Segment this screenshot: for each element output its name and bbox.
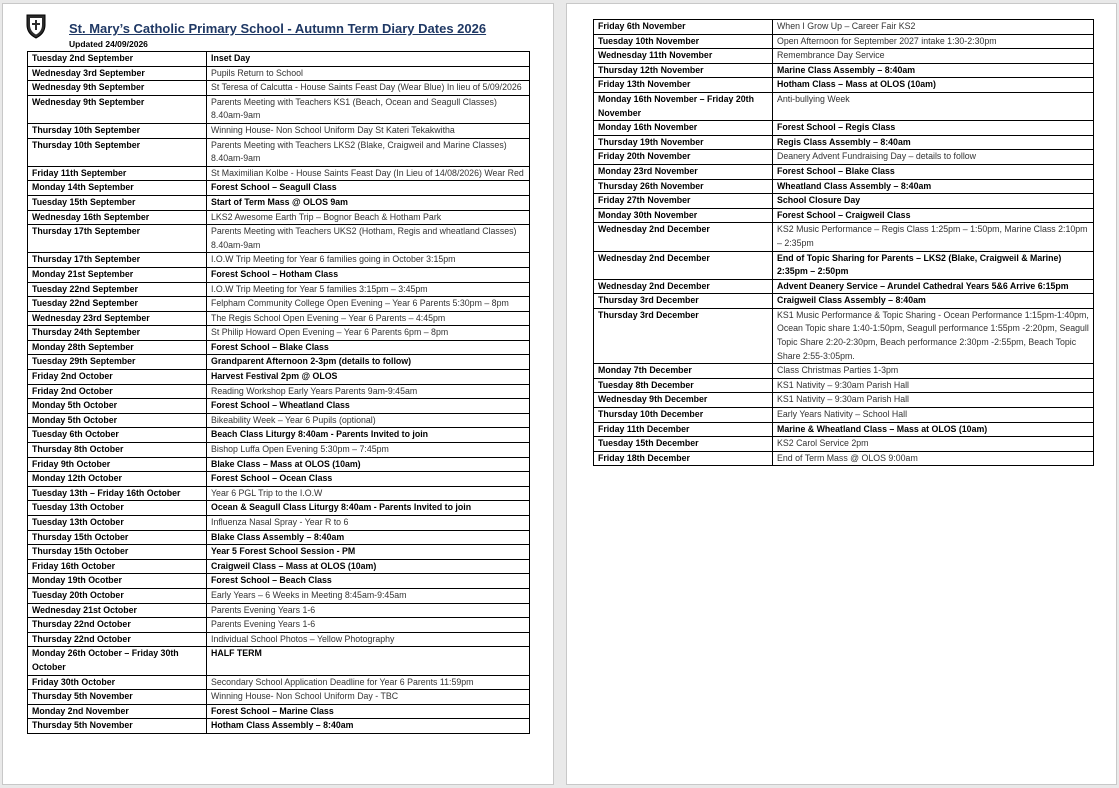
diary-row [594,279,1094,294]
diary-row [28,428,530,443]
diary-row [28,311,530,326]
diary-row [28,52,530,67]
diary-date: Tuesday 13th – Friday 16th October [28,486,207,501]
diary-row [28,210,530,225]
diary-row [28,704,530,719]
diary-event: Deanery Advent Fundraising Day – details to follow [773,150,1094,165]
diary-row [594,135,1094,150]
diary-date: Tuesday 15th September [28,195,207,210]
diary-row [28,267,530,282]
diary-event: Parents Meeting with Teachers UKS2 (Hotham, Regis and wheatland Classes) 8.40am-9am [207,225,530,253]
diary-event: Forest School – Blake Class [773,164,1094,179]
diary-date: Wednesday 9th September [28,95,207,123]
diary-date: Tuesday 10th November [594,34,773,49]
diary-date: Tuesday 22nd September [28,282,207,297]
diary-row [594,150,1094,165]
diary-date: Thursday 10th December [594,408,773,423]
diary-date: Thursday 10th September [28,123,207,138]
diary-row [28,443,530,458]
diary-row [28,355,530,370]
diary-date: Thursday 22nd October [28,618,207,633]
diary-date: Wednesday 2nd December [594,223,773,251]
diary-event: Open Afternoon for September 2027 intake 1:30-2:30pm [773,34,1094,49]
diary-date: Thursday 12th November [594,63,773,78]
diary-date: Wednesday 9th December [594,393,773,408]
diary-row [28,95,530,123]
diary-row [594,164,1094,179]
diary-event: Early Years Nativity – School Hall [773,408,1094,423]
diary-row [28,472,530,487]
diary-date: Monday 12th October [28,472,207,487]
diary-row [28,81,530,96]
updated-date: Updated 24/09/2026 [69,39,148,49]
diary-event: LKS2 Awesome Earth Trip – Bognor Beach & Hotham Park [207,210,530,225]
diary-date: Wednesday 23rd September [28,311,207,326]
diary-date: Tuesday 13th October [28,516,207,531]
diary-date: Wednesday 3rd September [28,66,207,81]
diary-event: Marine & Wheatland Class – Mass at OLOS (10am) [773,422,1094,437]
diary-row [594,437,1094,452]
diary-event: Early Years – 6 Weeks in Meeting 8:45am-9:45am [207,588,530,603]
diary-event: Beach Class Liturgy 8:40am - Parents Invited to join [207,428,530,443]
diary-row [28,66,530,81]
diary-event: End of Term Mass @ OLOS 9:00am [773,451,1094,466]
diary-row [594,378,1094,393]
diary-date: Monday 23rd November [594,164,773,179]
diary-row [28,340,530,355]
diary-row [28,501,530,516]
diary-event: Felpham Community College Open Evening – Year 6 Parents 5:30pm – 8pm [207,297,530,312]
diary-date: Friday 30th October [28,675,207,690]
diary-event: KS1 Nativity – 9:30am Parish Hall [773,393,1094,408]
diary-row [594,364,1094,379]
diary-row [28,632,530,647]
diary-row [28,166,530,181]
diary-row [594,223,1094,251]
diary-event: Blake Class – Mass at OLOS (10am) [207,457,530,472]
diary-event: Anti-bullying Week [773,92,1094,120]
diary-event: KS1 Music Performance & Topic Sharing - Ocean Performance 1:15pm-1:40pm, Ocean Topic share 1:40-1:50pm, Seagull performance 1:55pm -2:20pm, Seagull Topic Share 2:20-2:30pm, Beach performance 2:30pm -2:55pm, Beach Topic Share 2:55-3:05pm. [773,308,1094,363]
diary-event: Year 6 PGL Trip to the I.O.W [207,486,530,501]
diary-event: Year 5 Forest School Session - PM [207,545,530,560]
diary-row [28,384,530,399]
diary-row [28,690,530,705]
diary-row [28,253,530,268]
diary-date: Monday 19th Ocotber [28,574,207,589]
diary-row [594,121,1094,136]
diary-date: Friday 27th November [594,194,773,209]
document-page-left [2,3,554,785]
diary-date: Friday 16th October [28,559,207,574]
diary-row [594,422,1094,437]
diary-row [28,647,530,675]
diary-row [28,457,530,472]
diary-event: Forest School – Wheatland Class [207,399,530,414]
diary-date: Thursday 17th September [28,225,207,253]
document-page-right [566,3,1117,785]
diary-date: Thursday 26th November [594,179,773,194]
diary-row [28,225,530,253]
diary-date: Monday 30th November [594,208,773,223]
diary-date: Friday 11th December [594,422,773,437]
diary-event: Winning House- Non School Uniform Day St Kateri Tekakwitha [207,123,530,138]
diary-date: Monday 16th November [594,121,773,136]
diary-row [594,63,1094,78]
diary-event: Pupils Return to School [207,66,530,81]
diary-row [28,545,530,560]
diary-row [594,308,1094,363]
diary-date: Thursday 8th October [28,443,207,458]
diary-event: Secondary School Application Deadline for Year 6 Parents 11:59pm [207,675,530,690]
diary-event: Parents Meeting with Teachers LKS2 (Blake, Craigweil and Marine Classes) 8.40am-9am [207,138,530,166]
diary-event: KS2 Music Performance – Regis Class 1:25pm – 1:50pm, Marine Class 2:10pm – 2:35pm [773,223,1094,251]
diary-row [594,408,1094,423]
diary-table-right [593,19,1094,466]
diary-date: Friday 9th October [28,457,207,472]
diary-date: Monday 28th September [28,340,207,355]
diary-event: Class Christmas Parties 1-3pm [773,364,1094,379]
diary-date: Thursday 22nd October [28,632,207,647]
diary-row [28,530,530,545]
diary-date: Tuesday 20th October [28,588,207,603]
diary-row [594,49,1094,64]
diary-date: Wednesday 9th September [28,81,207,96]
diary-date: Thursday 17th September [28,253,207,268]
diary-event: Influenza Nasal Spray - Year R to 6 [207,516,530,531]
diary-event: End of Topic Sharing for Parents – LKS2 (Blake, Craigweil & Marine) 2:35pm – 2:50pm [773,251,1094,279]
diary-event: When I Grow Up – Career Fair KS2 [773,20,1094,35]
diary-event: Advent Deanery Service – Arundel Cathedral Years 5&6 Arrive 6:15pm [773,279,1094,294]
diary-event: St Teresa of Calcutta - House Saints Feast Day (Wear Blue) In lieu of 5/09/2026 [207,81,530,96]
diary-event: I.O.W Trip Meeting for Year 6 families going in October 3:15pm [207,253,530,268]
diary-date: Monday 5th October [28,413,207,428]
diary-row [28,195,530,210]
diary-date: Friday 13th November [594,78,773,93]
diary-event: Blake Class Assembly – 8:40am [207,530,530,545]
diary-event: Marine Class Assembly – 8:40am [773,63,1094,78]
diary-date: Monday 5th October [28,399,207,414]
diary-event: Forest School – Seagull Class [207,181,530,196]
diary-row [28,297,530,312]
diary-date: Wednesday 21st October [28,603,207,618]
diary-row [28,719,530,734]
diary-date: Monday 2nd November [28,704,207,719]
diary-date: Tuesday 22nd September [28,297,207,312]
diary-event: Grandparent Afternoon 2-3pm (details to follow) [207,355,530,370]
school-crest-icon [25,13,47,39]
diary-table-left [27,51,530,734]
diary-date: Tuesday 6th October [28,428,207,443]
diary-event: Parents Evening Years 1-6 [207,603,530,618]
diary-date: Wednesday 2nd December [594,279,773,294]
diary-event: Forest School – Ocean Class [207,472,530,487]
diary-date: Monday 7th December [594,364,773,379]
diary-row [28,603,530,618]
diary-date: Tuesday 2nd September [28,52,207,67]
diary-row [28,486,530,501]
diary-row [594,251,1094,279]
diary-event: The Regis School Open Evening – Year 6 Parents – 4:45pm [207,311,530,326]
diary-date: Thursday 10th September [28,138,207,166]
diary-row [594,208,1094,223]
diary-row [28,516,530,531]
diary-date: Friday 2nd October [28,384,207,399]
diary-date: Monday 26th October – Friday 30th October [28,647,207,675]
diary-date: Thursday 15th October [28,545,207,560]
diary-date: Monday 21st September [28,267,207,282]
diary-event: Hotham Class Assembly – 8:40am [207,719,530,734]
diary-event: Parents Evening Years 1-6 [207,618,530,633]
diary-row [594,194,1094,209]
diary-date: Friday 2nd October [28,370,207,385]
diary-event: Winning House- Non School Uniform Day - TBC [207,690,530,705]
diary-row [594,78,1094,93]
diary-date: Friday 6th November [594,20,773,35]
diary-row [594,393,1094,408]
diary-event: KS1 Nativity – 9:30am Parish Hall [773,378,1094,393]
diary-row [28,326,530,341]
diary-event: Regis Class Assembly – 8:40am [773,135,1094,150]
diary-row [28,588,530,603]
diary-row [28,559,530,574]
diary-event: Bikeability Week – Year 6 Pupils (optional) [207,413,530,428]
diary-event: Bishop Luffa Open Evening 5:30pm – 7:45pm [207,443,530,458]
diary-event: Craigweil Class Assembly – 8:40am [773,294,1094,309]
diary-date: Thursday 5th November [28,690,207,705]
diary-row [28,574,530,589]
diary-event: HALF TERM [207,647,530,675]
diary-event: Individual School Photos – Yellow Photography [207,632,530,647]
diary-event: Reading Workshop Early Years Parents 9am-9:45am [207,384,530,399]
diary-row [594,451,1094,466]
diary-date: Wednesday 2nd December [594,251,773,279]
diary-event: School Closure Day [773,194,1094,209]
diary-event: St Philip Howard Open Evening – Year 6 Parents 6pm – 8pm [207,326,530,341]
diary-date: Thursday 15th October [28,530,207,545]
diary-date: Monday 16th November – Friday 20th November [594,92,773,120]
diary-row [594,20,1094,35]
diary-date: Thursday 5th November [28,719,207,734]
diary-event: Remembrance Day Service [773,49,1094,64]
document-title: St. Mary’s Catholic Primary School - Autumn Term Diary Dates 2026 [69,21,487,36]
diary-row [594,92,1094,120]
diary-event: I.O.W Trip Meeting for Year 5 families 3:15pm – 3:45pm [207,282,530,297]
diary-event: Forest School – Marine Class [207,704,530,719]
diary-row [28,675,530,690]
diary-event: Forest School – Craigweil Class [773,208,1094,223]
diary-date: Thursday 3rd December [594,294,773,309]
diary-date: Tuesday 29th September [28,355,207,370]
diary-row [28,181,530,196]
diary-date: Thursday 3rd December [594,308,773,363]
diary-date: Wednesday 11th November [594,49,773,64]
diary-event: St Maximilian Kolbe - House Saints Feast Day (In Lieu of 14/08/2026) Wear Red [207,166,530,181]
diary-row [28,123,530,138]
diary-row [594,179,1094,194]
diary-event: Harvest Festival 2pm @ OLOS [207,370,530,385]
diary-event: Parents Meeting with Teachers KS1 (Beach, Ocean and Seagull Classes) 8.40am-9am [207,95,530,123]
diary-date: Tuesday 13th October [28,501,207,516]
diary-row [594,294,1094,309]
diary-row [594,34,1094,49]
diary-date: Friday 11th September [28,166,207,181]
diary-date: Tuesday 8th December [594,378,773,393]
diary-date: Thursday 24th September [28,326,207,341]
diary-row [28,399,530,414]
diary-row [28,618,530,633]
diary-date: Thursday 19th November [594,135,773,150]
diary-row [28,413,530,428]
diary-date: Monday 14th September [28,181,207,196]
diary-event: KS2 Carol Service 2pm [773,437,1094,452]
diary-event: Forest School – Beach Class [207,574,530,589]
diary-event: Forest School – Blake Class [207,340,530,355]
diary-event: Wheatland Class Assembly – 8:40am [773,179,1094,194]
diary-row [28,282,530,297]
diary-event: Start of Term Mass @ OLOS 9am [207,195,530,210]
diary-date: Tuesday 15th December [594,437,773,452]
diary-event: Craigweil Class – Mass at OLOS (10am) [207,559,530,574]
diary-date: Friday 18th December [594,451,773,466]
diary-date: Wednesday 16th September [28,210,207,225]
diary-row [28,138,530,166]
diary-row [28,370,530,385]
diary-event: Forest School – Regis Class [773,121,1094,136]
diary-event: Ocean & Seagull Class Liturgy 8:40am - Parents Invited to join [207,501,530,516]
diary-event: Hotham Class – Mass at OLOS (10am) [773,78,1094,93]
diary-event: Forest School – Hotham Class [207,267,530,282]
diary-event: Inset Day [207,52,530,67]
diary-date: Friday 20th November [594,150,773,165]
